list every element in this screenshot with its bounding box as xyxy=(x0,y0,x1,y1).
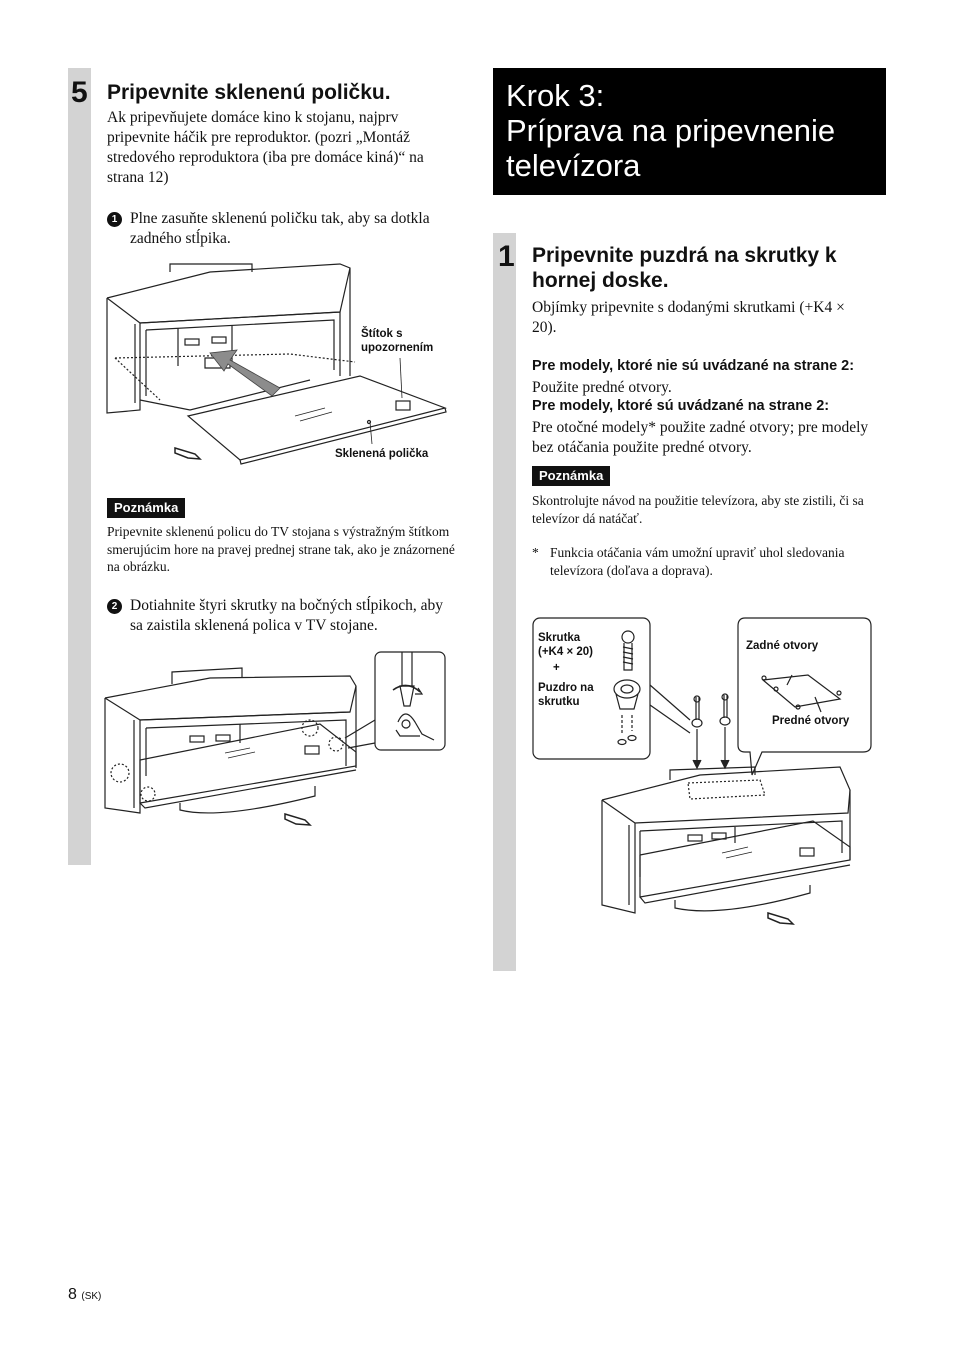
fig3-label-plus: + xyxy=(553,662,560,674)
title-line-1: Krok 3: xyxy=(506,78,605,113)
page-footer xyxy=(68,1286,101,1304)
step-title-banner xyxy=(493,68,886,195)
fig3-label-front-holes: Predné otvory xyxy=(772,715,850,727)
right-note-text: Skontrolujte návod na použitie televízora, aby ste zistili, či sa televízor dá natáčať. xyxy=(532,493,864,526)
fig3-label-rear-holes: Zadné otvory xyxy=(746,640,819,652)
page-lang: (SK) xyxy=(81,1291,102,1302)
title-line-2: Príprava na pripevnenie xyxy=(506,113,836,148)
right-intro-text: Objímky pripevnite s dodanými skrutkami (+K4 × 20). xyxy=(532,299,845,336)
left-step-number: 5 xyxy=(71,76,88,109)
fig1-label-warning: Štítok s upozornením xyxy=(361,328,434,354)
fig3-label-screw xyxy=(538,631,608,659)
fig3-label-sleeve: Puzdro na skrutku xyxy=(538,682,594,708)
substep-1-number: 1 xyxy=(107,212,122,227)
right-step-heading: Pripevnite puzdrá na skrutky k hornej doske. xyxy=(532,244,837,292)
title-line-3: televízora xyxy=(506,148,641,183)
right-footnote xyxy=(532,544,884,579)
figure-tighten-screws xyxy=(100,648,450,833)
substep-2-number: 2 xyxy=(107,599,122,614)
models-listed-heading: Pre modely, ktoré sú uvádzané na strane 2: xyxy=(532,398,830,414)
fig3-label-screw-line1: Skrutka xyxy=(538,632,581,644)
fig1-label-shelf: Sklenená polička xyxy=(335,448,429,460)
right-step-bar xyxy=(493,233,516,971)
figure-screw-sleeves xyxy=(530,615,875,930)
left-substep-2 xyxy=(107,596,459,636)
footnote-mark: * xyxy=(532,545,539,560)
figure-glass-shelf-insert xyxy=(100,258,460,468)
models-listed-text: Pre otočné modely* použite zadné otvory; pre modely bez otáčania použite predné otvory. xyxy=(532,419,869,456)
fig3-label-screw-line2: (+K4 × 20) xyxy=(538,646,593,658)
right-note-badge: Poznámka xyxy=(532,466,610,486)
left-step-heading: Pripevnite sklenenú poličku. xyxy=(107,81,391,104)
substep-1-text: Plne zasuňte sklenenú poličku tak, aby sa dotkla zadného stĺpika. xyxy=(130,210,430,247)
models-not-listed-heading: Pre modely, ktoré nie sú uvádzané na strane 2: xyxy=(532,358,855,374)
left-note-badge: Poznámka xyxy=(107,498,185,518)
substep-2-text: Dotiahnite štyri skrutky na bočných stĺpikoch, aby sa zaistila sklenená polica v TV stojane. xyxy=(130,597,443,634)
left-note-text: Pripevnite sklenenú policu do TV stojana s výstražným štítkom smerujúcim hore na pravej prednej strane tak, ako je znázornené na obrázku. xyxy=(107,524,455,574)
page-number: 8 xyxy=(68,1286,77,1303)
left-step-bar xyxy=(68,68,91,865)
footnote-text: Funkcia otáčania vám umožní upraviť uhol sledovania televízora (doľava a doprava). xyxy=(550,545,845,578)
models-not-listed-text: Použite predné otvory. xyxy=(532,379,672,396)
left-substep-1 xyxy=(107,209,452,249)
left-intro-text: Ak pripevňujete domáce kino k stojanu, najprv pripevnite háčik pre reproduktor. (pozri „Montáž stredového reproduktora (iba pre domáce kiná)“ na strana 12) xyxy=(107,109,424,186)
right-step-number: 1 xyxy=(498,240,515,273)
